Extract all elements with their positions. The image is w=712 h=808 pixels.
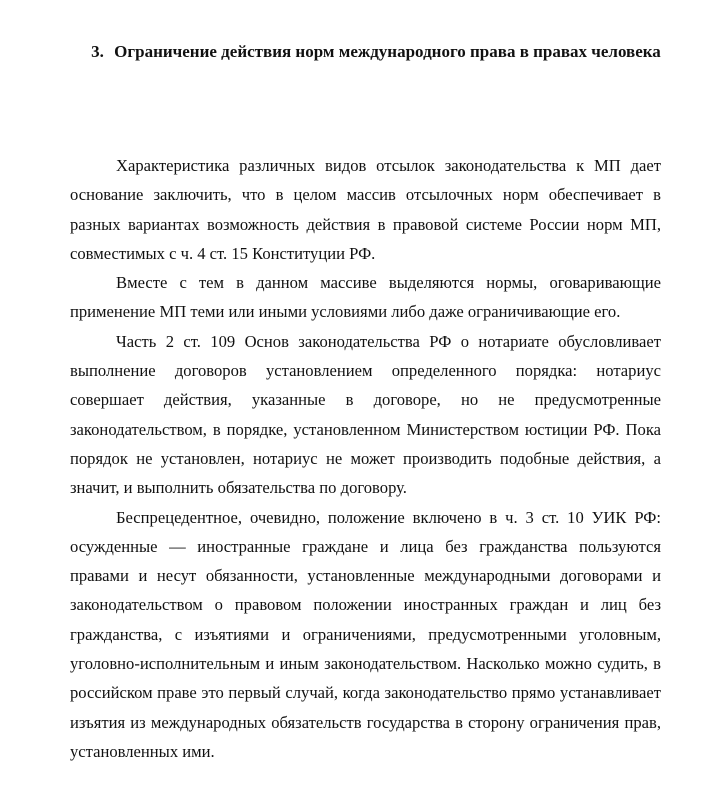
paragraph-4: Беспрецедентное, очевидно, положение включено в ч. 3 ст. 10 УИК РФ: осужденные — иностранные граждане и лица без гражданства пользуются правами и несут обязанности, установленные международными договорами и законодательством о правовом положении иностранных граждан и лиц без гражданства, с изъятиями и ограничениями, предусмотренными уголовным, уголовно-исполнительным и иным законодательством. Насколько можно судить, в российском праве это первый случай, когда законодательство прямо устанавливает изъятия из международных обязательств государства в сторону ограничения прав, установленных ими. [70, 507, 661, 761]
paragraph-3: Часть 2 ст. 109 Основ законодательства РФ о нотариате обусловливает выполнение договоров установлением определенного порядка: нотариус совершает действия, указанные в договоре, но не предусмотренные законодательством, в порядке, установленном Министерством юстиции РФ. Пока порядок не установлен, нотариус не может производить подобные действия, а значит, и выполнить обязательства по договору. [70, 331, 661, 498]
section-heading [70, 36, 682, 68]
paragraph-1: Характеристика различных видов отсылок законодательства к МП дает основание заключить, что в целом массив отсылочных норм обеспечивает в разных вариантах возможность действия в правовой системе России норм МП, совместимых с ч. 4 ст. 15 Конституции РФ. [70, 156, 661, 263]
section-title: Ограничение действия норм международного права в правах человека [114, 42, 661, 61]
document-body [70, 151, 661, 766]
paragraph-2: Вместе с тем в данном массиве выделяются нормы, оговаривающие применение МП теми или иными условиями либо даже ограничивающие его. [70, 273, 661, 322]
section-number: 3. [91, 42, 104, 61]
